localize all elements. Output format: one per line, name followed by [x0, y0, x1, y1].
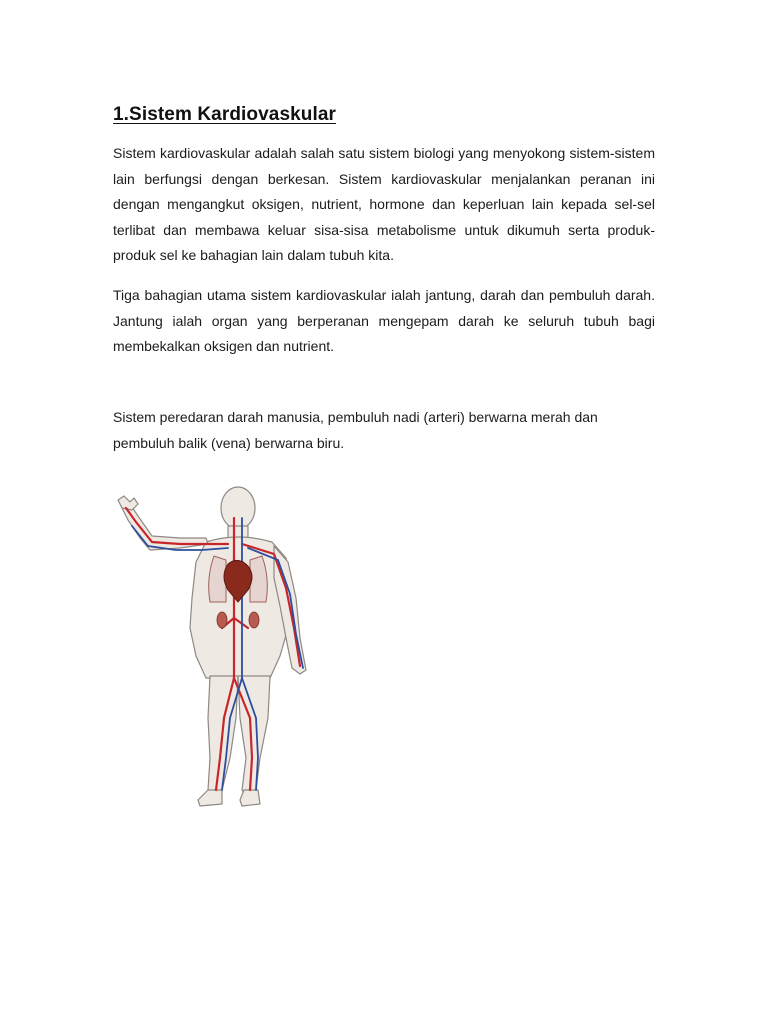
section-heading: 1.Sistem Kardiovaskular	[113, 104, 337, 125]
paragraph-main-parts: Tiga bahagian utama sistem kardiovaskular ialah jantung, darah dan pembuluh darah. Jantung ialah organ yang berperanan mengepam darah ke seluruh tubuh bagi membekalkan oksigen dan nutrient.	[113, 287, 655, 354]
paragraph-intro: Sistem kardiovaskular adalah salah satu sistem biologi yang menyokong sistem-sistem lain berfungsi dengan berkesan. Sistem kardiovaskular menjalankan peranan ini dengan mengangkut oksigen, nutrient, hormone dan keperluan lain kepada sel-sel terlibat dan membawa keluar sisa-sisa metabolisme untuk dikumuh serta produk-produk sel ke bahagian lain dalam tubuh kita.	[113, 145, 655, 263]
circulatory-system-illustration	[110, 478, 325, 823]
human-body-figure	[110, 478, 325, 823]
paragraph-circulation-caption: Sistem peredaran darah manusia, pembuluh nadi (arteri) berwarna merah dan pembuluh balik (vena) berwarna biru.	[113, 409, 598, 451]
